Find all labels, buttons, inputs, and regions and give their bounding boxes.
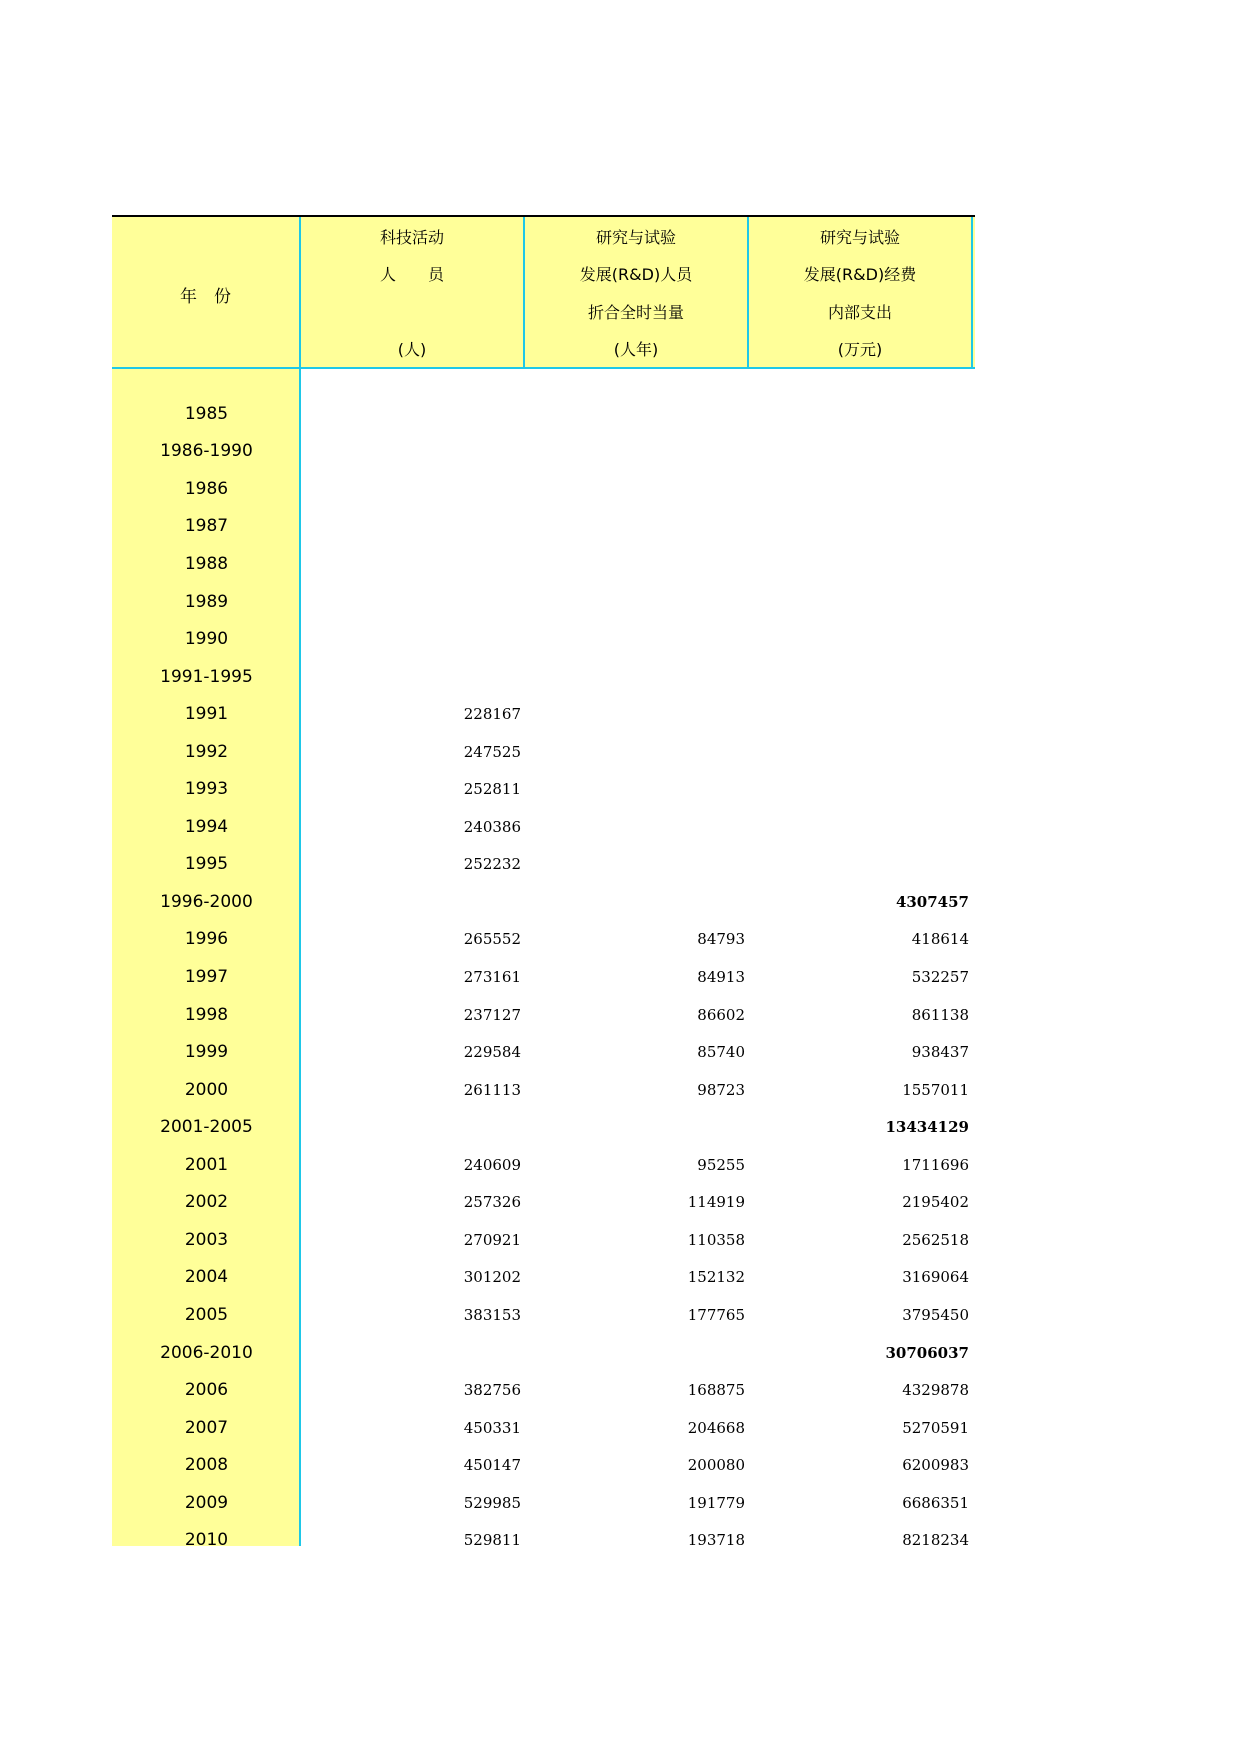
rd-expenditure-cell (749, 545, 973, 583)
rd-fte-cell: 152132 (687, 1268, 745, 1287)
rd-fte-cell (525, 846, 749, 884)
rd-fte-cell (525, 508, 749, 546)
table-row (112, 1146, 973, 1184)
personnel-cell (301, 395, 525, 433)
personnel-cell: 301202 (463, 1268, 521, 1287)
header-personnel (301, 217, 525, 367)
rd-expenditure-cell: 4329878 (902, 1381, 969, 1400)
table-row (112, 620, 973, 658)
rd-expenditure-cell: 1557011 (902, 1080, 969, 1099)
personnel-cell: 529811 (463, 1531, 521, 1550)
rd-expenditure-cell (749, 808, 973, 846)
personnel-cell: 382756 (463, 1381, 521, 1400)
table-row (112, 921, 973, 959)
year-cell: 1994 (184, 816, 229, 837)
personnel-cell: 252232 (463, 855, 521, 874)
personnel-cell: 529985 (463, 1493, 521, 1512)
personnel-cell (301, 1108, 525, 1146)
personnel-cell: 240609 (463, 1155, 521, 1174)
personnel-cell (301, 1334, 525, 1372)
rd-expenditure-cell: 938437 (911, 1043, 969, 1062)
year-cell: 1985 (184, 403, 229, 424)
personnel-cell: 273161 (463, 968, 521, 987)
table-row (112, 1296, 973, 1334)
personnel-cell: 261113 (463, 1080, 521, 1099)
table-row (112, 1071, 973, 1109)
rd-expenditure-cell (749, 470, 973, 508)
personnel-cell (301, 508, 525, 546)
year-cell: 2006 (184, 1380, 229, 1401)
year-cell: 2003 (184, 1229, 229, 1250)
table-row (112, 771, 973, 809)
table-row (112, 1484, 973, 1522)
table-row (112, 695, 973, 733)
rd-fte-cell (525, 733, 749, 771)
year-cell: 2000 (184, 1079, 229, 1100)
table-header (112, 215, 975, 369)
table-row (112, 883, 973, 921)
rd-expenditure-cell: 6200983 (902, 1456, 969, 1475)
header-rd-exp-line2: 发展(R&D)经费 (803, 265, 917, 284)
rd-fte-cell: 204668 (687, 1418, 745, 1437)
rd-fte-cell (525, 583, 749, 621)
rd-fte-cell: 114919 (687, 1193, 745, 1212)
personnel-cell: 450331 (463, 1418, 521, 1437)
rd-fte-cell (525, 808, 749, 846)
personnel-cell: 270921 (463, 1230, 521, 1249)
table-row (112, 1371, 973, 1409)
rd-fte-cell (525, 433, 749, 471)
personnel-cell (301, 883, 525, 921)
year-cell: 2001-2005 (160, 1117, 253, 1138)
rd-fte-cell (525, 545, 749, 583)
rd-fte-cell: 110358 (687, 1230, 745, 1249)
table-row (112, 658, 973, 696)
rd-fte-cell: 200080 (687, 1456, 745, 1475)
year-cell: 1992 (184, 741, 229, 762)
year-cell: 1986 (184, 478, 229, 499)
rd-fte-cell: 84913 (697, 968, 745, 987)
table-row (112, 808, 973, 846)
rd-fte-cell: 84793 (697, 930, 745, 949)
table-row (112, 545, 973, 583)
year-cell: 2007 (184, 1417, 229, 1438)
year-cell: 1993 (184, 779, 229, 800)
year-cell: 2004 (184, 1267, 229, 1288)
header-rd-exp-unit: (万元) (837, 340, 883, 359)
year-cell: 1995 (184, 854, 229, 875)
year-cell: 1996 (184, 929, 229, 950)
rd-expenditure-cell (749, 395, 973, 433)
year-cell: 1987 (184, 516, 229, 537)
table-row (112, 958, 973, 996)
header-rd-fte-line3: 折合全时当量 (587, 303, 684, 322)
rd-fte-cell: 193718 (687, 1531, 745, 1550)
rd-fte-cell: 177765 (687, 1305, 745, 1324)
personnel-cell (301, 470, 525, 508)
personnel-cell (301, 583, 525, 621)
rd-expenditure-cell (749, 695, 973, 733)
table-row (112, 1259, 973, 1297)
table-row (112, 470, 973, 508)
rd-expenditure-cell: 3795450 (902, 1305, 969, 1324)
rd-fte-cell: 95255 (697, 1155, 745, 1174)
table-row (112, 1446, 973, 1484)
year-cell: 2005 (184, 1304, 229, 1325)
rd-fte-cell (525, 695, 749, 733)
rd-fte-cell: 168875 (687, 1381, 745, 1400)
rd-expenditure-cell: 418614 (911, 930, 969, 949)
header-personnel-line1: 科技活动 (379, 228, 444, 247)
year-cell: 2010 (184, 1530, 229, 1551)
year-cell: 2001 (184, 1154, 229, 1175)
header-year (112, 217, 301, 367)
rd-expenditure-cell (749, 658, 973, 696)
table-row (112, 395, 973, 433)
year-cell: 1997 (184, 967, 229, 988)
table-row (112, 1108, 973, 1146)
rd-expenditure-cell: 3169064 (902, 1268, 969, 1287)
year-cell: 2009 (184, 1492, 229, 1513)
header-rd-exp-line1: 研究与试验 (819, 228, 900, 247)
header-rd-fte (525, 217, 749, 367)
table-row (112, 1184, 973, 1222)
rd-expenditure-cell (749, 733, 973, 771)
rd-expenditure-cell: 13434129 (885, 1118, 969, 1137)
header-personnel-line2: 人 员 (379, 265, 444, 284)
rd-fte-cell (525, 883, 749, 921)
header-year-label: 年 份 (180, 287, 231, 307)
table-row (112, 846, 973, 884)
rd-expenditure-cell (749, 771, 973, 809)
table-row (112, 1033, 973, 1071)
personnel-cell: 450147 (463, 1456, 521, 1475)
rd-expenditure-cell: 8218234 (902, 1531, 969, 1550)
header-personnel-unit: (人) (397, 340, 427, 359)
rd-expenditure-cell: 6686351 (902, 1493, 969, 1512)
rd-expenditure-cell: 4307457 (895, 892, 969, 911)
table-body (112, 369, 975, 1551)
year-cell: 1991 (184, 704, 229, 725)
personnel-cell: 257326 (463, 1193, 521, 1212)
year-cell: 1990 (184, 629, 229, 650)
personnel-cell: 265552 (463, 930, 521, 949)
rd-expenditure-cell (749, 508, 973, 546)
header-rd-expenditure (749, 217, 973, 367)
header-rd-fte-unit: (人年) (613, 340, 659, 359)
rd-fte-cell (525, 470, 749, 508)
table-row (112, 433, 973, 471)
rd-expenditure-cell: 5270591 (902, 1418, 969, 1437)
rd-fte-cell (525, 1108, 749, 1146)
personnel-cell: 240386 (463, 817, 521, 836)
rd-fte-cell: 85740 (697, 1043, 745, 1062)
personnel-cell: 229584 (463, 1043, 521, 1062)
rd-expenditure-cell: 30706037 (885, 1343, 969, 1362)
header-rd-fte-line1: 研究与试验 (595, 228, 676, 247)
rd-expenditure-cell (749, 433, 973, 471)
rd-expenditure-cell (749, 583, 973, 621)
statistics-table (112, 215, 975, 1551)
personnel-cell (301, 658, 525, 696)
year-cell: 2002 (184, 1192, 229, 1213)
year-cell: 1989 (184, 591, 229, 612)
year-cell: 1999 (184, 1042, 229, 1063)
year-cell: 1986-1990 (160, 441, 253, 462)
rd-expenditure-cell: 2562518 (902, 1230, 969, 1249)
rd-expenditure-cell (749, 846, 973, 884)
personnel-cell: 252811 (463, 780, 521, 799)
table-row (112, 996, 973, 1034)
rd-fte-cell (525, 395, 749, 433)
rd-expenditure-cell: 2195402 (902, 1193, 969, 1212)
rd-fte-cell (525, 620, 749, 658)
personnel-cell: 228167 (463, 705, 521, 724)
header-rd-fte-line2: 发展(R&D)人员 (579, 265, 693, 284)
year-cell: 1996-2000 (160, 891, 253, 912)
rd-fte-cell: 86602 (697, 1005, 745, 1024)
year-cell: 2006-2010 (160, 1342, 253, 1363)
table-row (112, 1522, 973, 1560)
year-cell: 1998 (184, 1004, 229, 1025)
table-row (112, 1334, 973, 1372)
rd-expenditure-cell (749, 620, 973, 658)
rd-expenditure-cell: 861138 (911, 1005, 969, 1024)
table-row (112, 583, 973, 621)
year-cell: 1991-1995 (160, 666, 253, 687)
personnel-cell: 247525 (463, 742, 521, 761)
rd-fte-cell (525, 1334, 749, 1372)
personnel-cell (301, 620, 525, 658)
table-row (112, 1221, 973, 1259)
table-row (112, 1409, 973, 1447)
header-rd-exp-line3: 内部支出 (827, 303, 892, 322)
rd-fte-cell: 98723 (697, 1080, 745, 1099)
rd-expenditure-cell: 1711696 (902, 1155, 969, 1174)
rd-expenditure-cell: 532257 (911, 968, 969, 987)
personnel-cell (301, 433, 525, 471)
personnel-cell (301, 545, 525, 583)
rd-fte-cell: 191779 (687, 1493, 745, 1512)
personnel-cell: 383153 (463, 1305, 521, 1324)
year-cell: 1988 (184, 553, 229, 574)
rd-fte-cell (525, 658, 749, 696)
year-cell: 2008 (184, 1455, 229, 1476)
rd-fte-cell (525, 771, 749, 809)
personnel-cell: 237127 (463, 1005, 521, 1024)
table-row (112, 733, 973, 771)
table-row (112, 508, 973, 546)
